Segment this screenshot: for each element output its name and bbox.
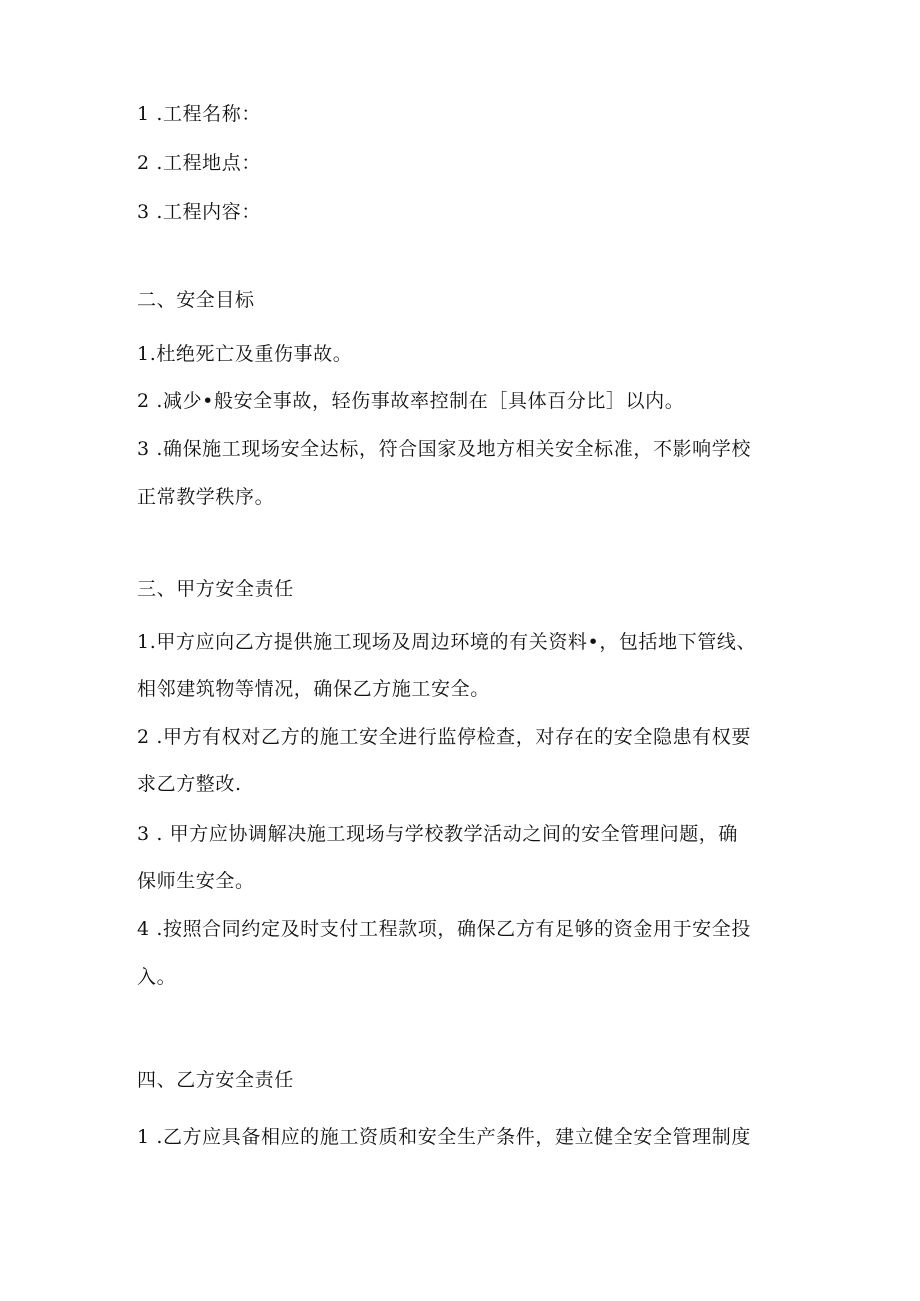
party-a-line: 1.甲方应向乙方提供施工现场及周边环境的有关资料•，包括地下管线、 xyxy=(137,631,757,653)
project-name-item: 1 .工程名称： xyxy=(137,103,261,125)
safety-goal-line: 3 .确保施工现场安全达标，符合国家及地方相关安全标准，不影响学校 xyxy=(137,438,751,460)
party-a-line: 2 .甲方有权对乙方的施工安全进行监停检查，对存在的安全隐患有权要 xyxy=(137,726,751,748)
party-a-line: 4 .按照合同约定及时支付工程款项，确保乙方有足够的资金用于安全投 xyxy=(137,918,751,940)
section-heading-party-b: 四、乙方安全责任 xyxy=(137,1069,294,1091)
party-a-line: 入。 xyxy=(137,966,177,988)
party-a-line: 求乙方整改. xyxy=(137,773,242,795)
party-b-line: 1 .乙方应具备相应的施工资质和安全生产条件，建立健全安全管理制度 xyxy=(137,1126,751,1148)
section-heading-safety-goals: 二、安全目标 xyxy=(137,289,255,311)
project-content-item: 3 .工程内容： xyxy=(137,201,261,223)
party-a-line: 相邻建筑物等情况，确保乙方施工安全。 xyxy=(137,678,490,700)
safety-goal-line: 正常教学秩序。 xyxy=(137,486,275,508)
safety-goal-line: 1.杜绝死亡及重伤事故。 xyxy=(137,343,353,365)
party-a-line: 3 . 甲方应协调解决施工现场与学校教学活动之间的安全管理问题，确 xyxy=(137,823,739,845)
safety-goal-line: 2 .减少•般安全事故，轻伤事故率控制在［具体百分比］以内。 xyxy=(137,390,685,412)
project-location-item: 2 .工程地点： xyxy=(137,152,261,174)
party-a-line: 保师生安全。 xyxy=(137,870,255,892)
section-heading-party-a: 三、甲方安全责任 xyxy=(137,578,294,600)
